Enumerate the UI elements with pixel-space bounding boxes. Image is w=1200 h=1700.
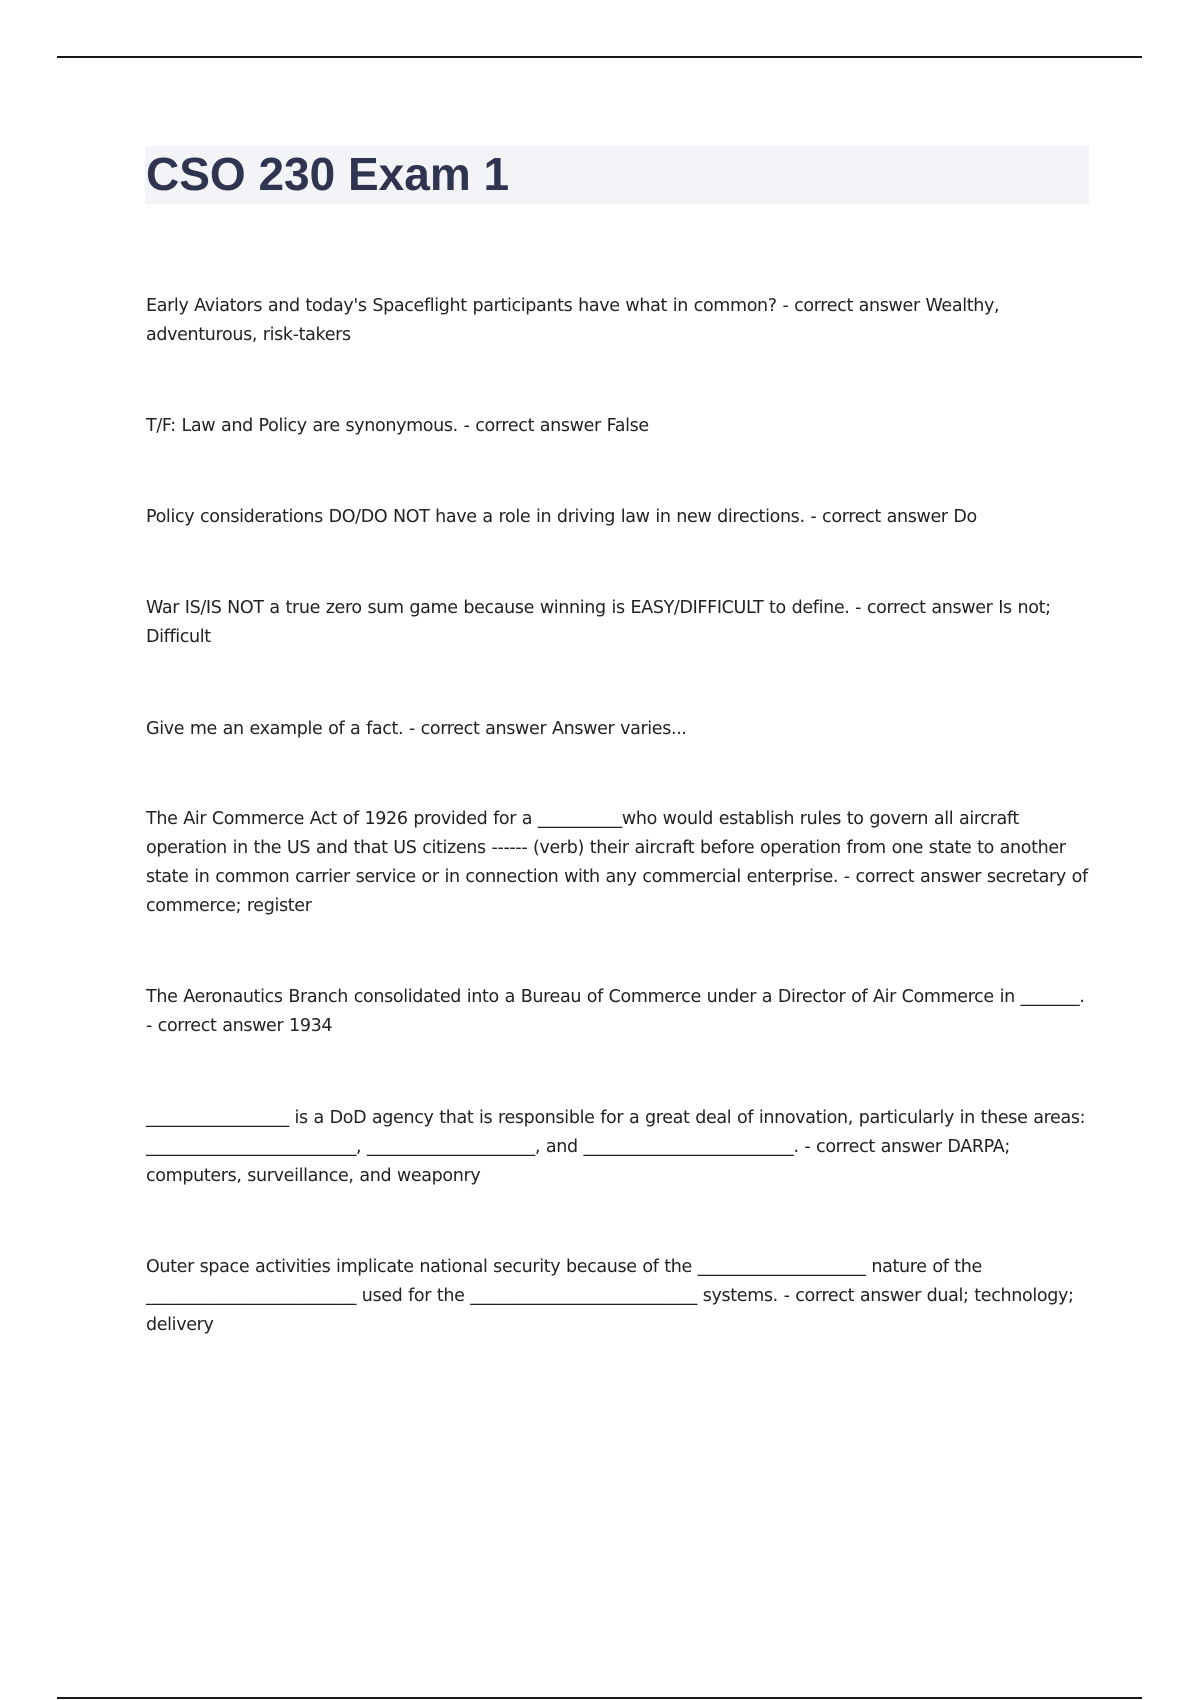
answer-text: Do bbox=[953, 507, 977, 527]
qa-item bbox=[146, 1253, 1091, 1340]
answer-text: 1934 bbox=[289, 1016, 333, 1036]
qa-item bbox=[146, 983, 1091, 1041]
answer-text: Is not; Difficult bbox=[146, 598, 1057, 647]
question-text: The Air Commerce Act of 1926 provided for a __________who would establish rules to govern all aircraft operation in the US and that US citizens ------ (verb) their aircraft before operation from one state to another state in common carrier service or in connection with any commercial enterprise. bbox=[146, 809, 1072, 887]
question-text: Outer space activities implicate national security because of the ____________________ nature of the _________________________ used for the ___________________________ systems. bbox=[146, 1257, 988, 1306]
answer-text: dual; technology; delivery bbox=[146, 1286, 1080, 1335]
answer-text: DARPA; computers, surveillance, and weaponry bbox=[146, 1137, 1016, 1186]
question-text: War IS/IS NOT a true zero sum game because winning is EASY/DIFFICULT to define. bbox=[146, 598, 850, 618]
answer-separator: - correct answer bbox=[403, 719, 552, 739]
document-title: CSO 230 Exam 1 bbox=[146, 148, 510, 200]
header-rule bbox=[57, 56, 1142, 58]
question-text: Give me an example of a fact. bbox=[146, 719, 404, 739]
answer-separator: - correct answer bbox=[777, 1286, 927, 1306]
answer-text: Wealthy, adventurous, risk-takers bbox=[146, 296, 1005, 345]
qa-item bbox=[146, 594, 1091, 652]
qa-item bbox=[146, 412, 1091, 441]
qa-item bbox=[146, 715, 1091, 744]
answer-text: False bbox=[606, 416, 649, 436]
answer-separator: - correct answer bbox=[849, 598, 999, 618]
qa-item bbox=[146, 292, 1091, 350]
qa-item bbox=[146, 503, 1091, 532]
answer-separator: - correct answer bbox=[457, 416, 607, 436]
answer-separator: - correct answer bbox=[838, 867, 987, 887]
qa-item bbox=[146, 1104, 1091, 1191]
question-text: The Aeronautics Branch consolidated into a Bureau of Commerce under a Director of Air Commerce in _______. bbox=[146, 987, 1085, 1007]
question-text: Policy considerations DO/DO NOT have a role in driving law in new directions. bbox=[146, 507, 805, 527]
question-text: Early Aviators and today's Spaceflight participants have what in common? bbox=[146, 296, 777, 316]
question-text: T/F: Law and Policy are synonymous. bbox=[146, 416, 458, 436]
qa-item bbox=[146, 805, 1094, 921]
answer-separator: - correct answer bbox=[776, 296, 926, 316]
answer-separator: - correct answer bbox=[798, 1137, 948, 1157]
answer-separator: - correct answer bbox=[146, 987, 1091, 1036]
answer-text: Answer varies... bbox=[552, 719, 687, 739]
answer-text: secretary of commerce; register bbox=[146, 867, 1094, 916]
question-text: _________________ is a DoD agency that is responsible for a great deal of innovation, particularly in these areas: _________________________, ____________________, and _________________________. bbox=[146, 1108, 1091, 1157]
answer-separator: - correct answer bbox=[804, 507, 954, 527]
footer-rule bbox=[57, 1697, 1142, 1699]
